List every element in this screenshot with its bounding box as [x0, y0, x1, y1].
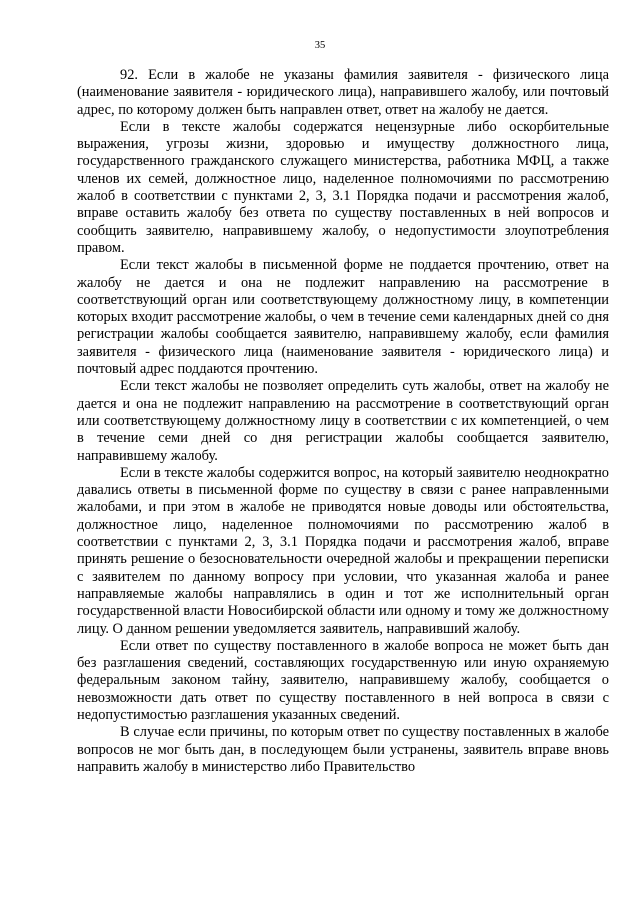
- body-text: [77, 67, 609, 776]
- paragraph-repeated-question: Если в тексте жалобы содержится вопрос, на который заявителю неоднократно давались ответы в письменной форме по существу в связи с ранее направленными жалобами, и при этом в жалобе не приводятся новые доводы или обстоятельства, должностное лицо, наделенное полномочиями по рассмотрению жалоб в соответствии с пунктами 2, 3, 3.1 Порядка подачи и рассмотрения жалоб, вправе принять решение о безосновательности очередной жалобы и прекращении переписки с заявителем по данному вопросу при условии, что указанная жалоба и ранее направляемые жалобы направлялись в один и тот же исполнительный орган государственной власти Новосибирской области или одному и тому же должностному лицу. О данном решении уведомляется заявитель, направивший жалобу.: [77, 464, 609, 637]
- paragraph-undefined-essence: Если текст жалобы не позволяет определить суть жалобы, ответ на жалобу не дается и она не подлежит направлению на рассмотрение в соответствующий орган или соответствующему должностному лицу в соответствии с их компетенцией, о чем в течение семи дней со дня регистрации жалобы сообщается заявителю, направившему жалобу.: [77, 378, 609, 464]
- paragraph-obscene-language: Если в тексте жалобы содержатся нецензурные либо оскорбительные выражения, угрозы жизни, здоровью и имуществу должностного лица, государственного гражданского служащего министерства, работника МФЦ, а также членов их семей, должностное лицо, наделенное полномочиями по рассмотрению жалоб в соответствии с пунктами 2, 3, 3.1 Порядка подачи и рассмотрения жалоб, вправе оставить жалобу без ответа по существу поставленных в ней вопросов и сообщить заявителю, направившему жалобу, о недопустимости злоупотребления правом.: [77, 118, 609, 256]
- page-number: 35: [314, 40, 326, 51]
- paragraph-unreadable-text: Если текст жалобы в письменной форме не поддается прочтению, ответ на жалобу не дается и она не подлежит направлению на рассмотрение в соответствующий орган или соответствующему должностному лицу, в компетенции которых входит рассмотрение жалобы, о чем в течение семи календарных дней со дня регистрации жалобы сообщается заявителю, направившему жалобу, если фамилия заявителя - физического лица (наименование заявителя - юридического лица) и почтовый адрес поддаются прочтению.: [77, 257, 609, 378]
- paragraph-secret-information: Если ответ по существу поставленного в жалобе вопроса не может быть дан без разглашения сведений, составляющих государственную или иную охраняемую федеральным законом тайну, заявителю, направившему жалобу, сообщается о невозможности дать ответ по существу поставленного в ней вопроса в связи с недопустимостью разглашения указанных сведений.: [77, 637, 609, 723]
- paragraph-reasons-eliminated: В случае если причины, по которым ответ по существу поставленных в жалобе вопросов не мог быть дан, в последующем были устранены, заявитель вправе вновь направить жалобу в министерство либо Правительство: [77, 724, 609, 775]
- paragraph-92: 92. Если в жалобе не указаны фамилия заявителя - физического лица (наименование заявителя - юридического лица), направившего жалобу, или почтовый адрес, по которому должен быть направлен ответ, ответ на жалобу не дается.: [77, 67, 609, 118]
